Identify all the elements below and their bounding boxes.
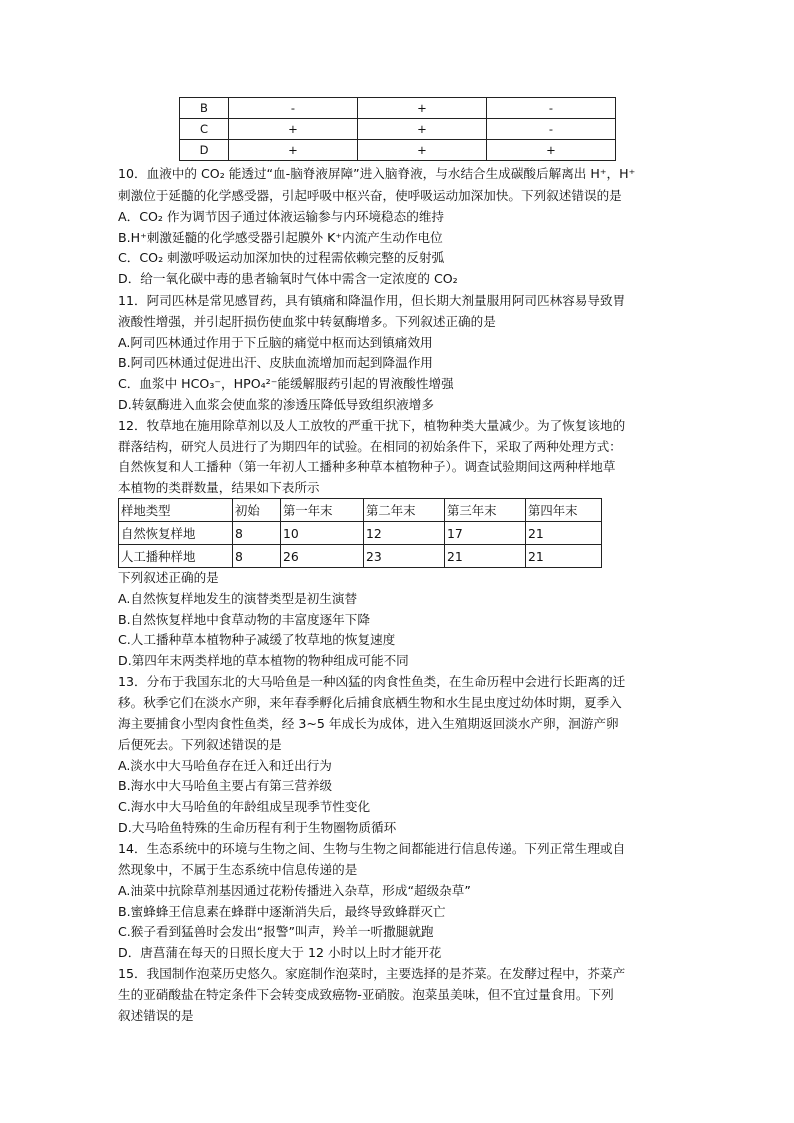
q12-stem: 12．牧草地在施用除草剂以及人工放牧的严重干扰下，植物种类大量减少。为了恢复该地的 [118, 418, 626, 433]
q11-option-c: C．血浆中 HCO₃⁻，HPO₄²⁻能缓解服药引起的胃液酸性增强 [118, 376, 454, 391]
q12-option-c: C.人工播种草本植物种子减缓了牧草地的恢复速度 [118, 632, 396, 647]
table-cell: 26 [281, 545, 364, 568]
q12-option-d: D.第四年末两类样地的草本植物的物种组成可能不同 [118, 653, 409, 668]
table-cell: 12 [364, 522, 445, 545]
table-row [119, 522, 602, 545]
table-cell: + [358, 98, 487, 119]
q13-stem: 移。秋季它们在淡水产卵，来年春季孵化后捕食底栖生物和水生昆虫度过幼体时期，夏季入 [118, 695, 622, 710]
column-header: 第三年末 [445, 499, 526, 522]
table-cell: 21 [445, 545, 526, 568]
table-header-row [119, 499, 602, 522]
table-cell: + [358, 119, 487, 140]
table-cell: + [229, 140, 358, 161]
q10-option-c: C．CO₂ 刺激呼吸运动加深加快的过程需依赖完整的反射弧 [118, 250, 445, 265]
table-cell: + [358, 140, 487, 161]
q15-stem: 叙述错误的是 [118, 1008, 194, 1023]
q10-stem: 刺激位于延髓的化学感受器，引起呼吸中枢兴奋，使呼吸运动加深加快。下列叙述错误的是 [118, 188, 622, 203]
q14-option-a: A.油菜中抗除草剂基因通过花粉传播进入杂草，形成“超级杂草” [118, 883, 471, 898]
table-cell: D [180, 140, 229, 161]
table-cell: 23 [364, 545, 445, 568]
table-cell: 10 [281, 522, 364, 545]
q10-option-b: B.H⁺刺激延髓的化学感受器引起膜外 K⁺内流产生动作电位 [118, 230, 443, 245]
table-cell: - [229, 98, 358, 119]
q11-stem: 11．阿司匹林是常见感冒药，具有镇痛和降温作用，但长期大剂量服用阿司匹林容易导致胃 [118, 293, 626, 308]
q12-option-b: B.自然恢复样地中食草动物的丰富度逐年下降 [118, 612, 370, 627]
q14-option-c: C.猴子看到猛兽时会发出“报警”叫声，羚羊一听撒腿就跑 [118, 924, 434, 939]
q11-option-d: D.转氨酶进入血浆会使血浆的渗透压降低导致组织液增多 [118, 397, 434, 412]
q13-option-a: A.淡水中大马哈鱼存在迁入和迁出行为 [118, 758, 332, 773]
q15-stem: 生的亚硝酸盐在特定条件下会转变成致癌物-亚硝胺。泡菜虽美味，但不宜过量食用。下列 [118, 987, 614, 1002]
q10-option-a: A．CO₂ 作为调节因子通过体液运输参与内环境稳态的维持 [118, 209, 445, 224]
q11-option-b: B.阿司匹林通过促进出汗、皮肤血流增加而起到降温作用 [118, 355, 433, 370]
table-cell: 自然恢复样地 [119, 522, 233, 545]
table-cell: 21 [526, 545, 602, 568]
column-header: 第二年末 [364, 499, 445, 522]
q12-option-a: A.自然恢复样地发生的演替类型是初生演替 [118, 591, 358, 606]
q13-option-d: D.大马哈鱼特殊的生命历程有利于生物圈物质循环 [118, 820, 397, 835]
column-header: 第一年末 [281, 499, 364, 522]
q14-stem: 然现象中，不属于生态系统中信息传递的是 [118, 862, 358, 877]
table-cell: 21 [526, 522, 602, 545]
column-header: 第四年末 [526, 499, 602, 522]
table-cell: + [229, 119, 358, 140]
table-cell: 8 [233, 522, 281, 545]
q13-option-b: B.海水中大马哈鱼主要占有第三营养级 [118, 778, 333, 793]
table-cell: 17 [445, 522, 526, 545]
table-row [180, 119, 616, 140]
q13-stem: 海主要捕食小型肉食性鱼类，经 3~5 年成长为成体，进入生殖期返回淡水产卵，洄游产卵 [118, 716, 619, 731]
q14-stem: 14．生态系统中的环境与生物之间、生物与生物之间都能进行信息传递。下列正常生理或自 [118, 841, 626, 856]
table-cell: + [487, 140, 616, 161]
table-cell: C [180, 119, 229, 140]
q13-stem: 13．分布于我国东北的大马哈鱼是一种凶猛的肉食性鱼类，在生命历程中会进行长距离的迁 [118, 674, 626, 689]
plant-groups-table [118, 498, 602, 568]
table-cell: - [487, 119, 616, 140]
column-header: 初始 [233, 499, 281, 522]
table-row [180, 140, 616, 161]
q14-option-b: B.蜜蜂蜂王信息素在蜂群中逐渐消失后，最终导致蜂群灭亡 [118, 904, 446, 919]
table-cell: 8 [233, 545, 281, 568]
q15-stem: 15．我国制作泡菜历史悠久。家庭制作泡菜时，主要选择的是芥菜。在发酵过程中，芥菜产 [118, 966, 626, 981]
q10-option-d: D．给一氧化碳中毒的患者输氧时气体中需含一定浓度的 CO₂ [118, 271, 458, 286]
answer-options-table [179, 97, 616, 161]
q10-stem: 10．血液中的 CO₂ 能透过“血-脑脊液屏障”进入脑脊液，与水结合生成碳酸后解离出 H⁺，H⁺ [118, 166, 636, 181]
q11-option-a: A.阿司匹林通过作用于下丘脑的痛觉中枢而达到镇痛效用 [118, 335, 433, 350]
q12-stem: 本植物的类群数量，结果如下表所示 [118, 480, 320, 495]
q12-stem: 自然恢复和人工播种（第一年初人工播种多种草本植物种子）。调查试验期间这两种样地草 [118, 459, 616, 474]
q13-stem: 后便死去。下列叙述错误的是 [118, 737, 282, 752]
table-row [180, 98, 616, 119]
table-row [119, 545, 602, 568]
q12-prompt: 下列叙述正确的是 [118, 570, 219, 585]
q13-option-c: C.海水中大马哈鱼的年龄组成呈现季节性变化 [118, 799, 371, 814]
q14-option-d: D．唐菖蒲在每天的日照长度大于 12 小时以上时才能开花 [118, 945, 442, 960]
table-cell: B [180, 98, 229, 119]
q12-stem: 群落结构，研究人员进行了为期四年的试验。在相同的初始条件下，采取了两种处理方式： [118, 439, 622, 454]
table-cell: 人工播种样地 [119, 545, 233, 568]
q11-stem: 液酸性增强，并引起肝损伤使血浆中转氨酶增多。下列叙述正确的是 [118, 314, 496, 329]
table-cell: - [487, 98, 616, 119]
column-header: 样地类型 [119, 499, 233, 522]
